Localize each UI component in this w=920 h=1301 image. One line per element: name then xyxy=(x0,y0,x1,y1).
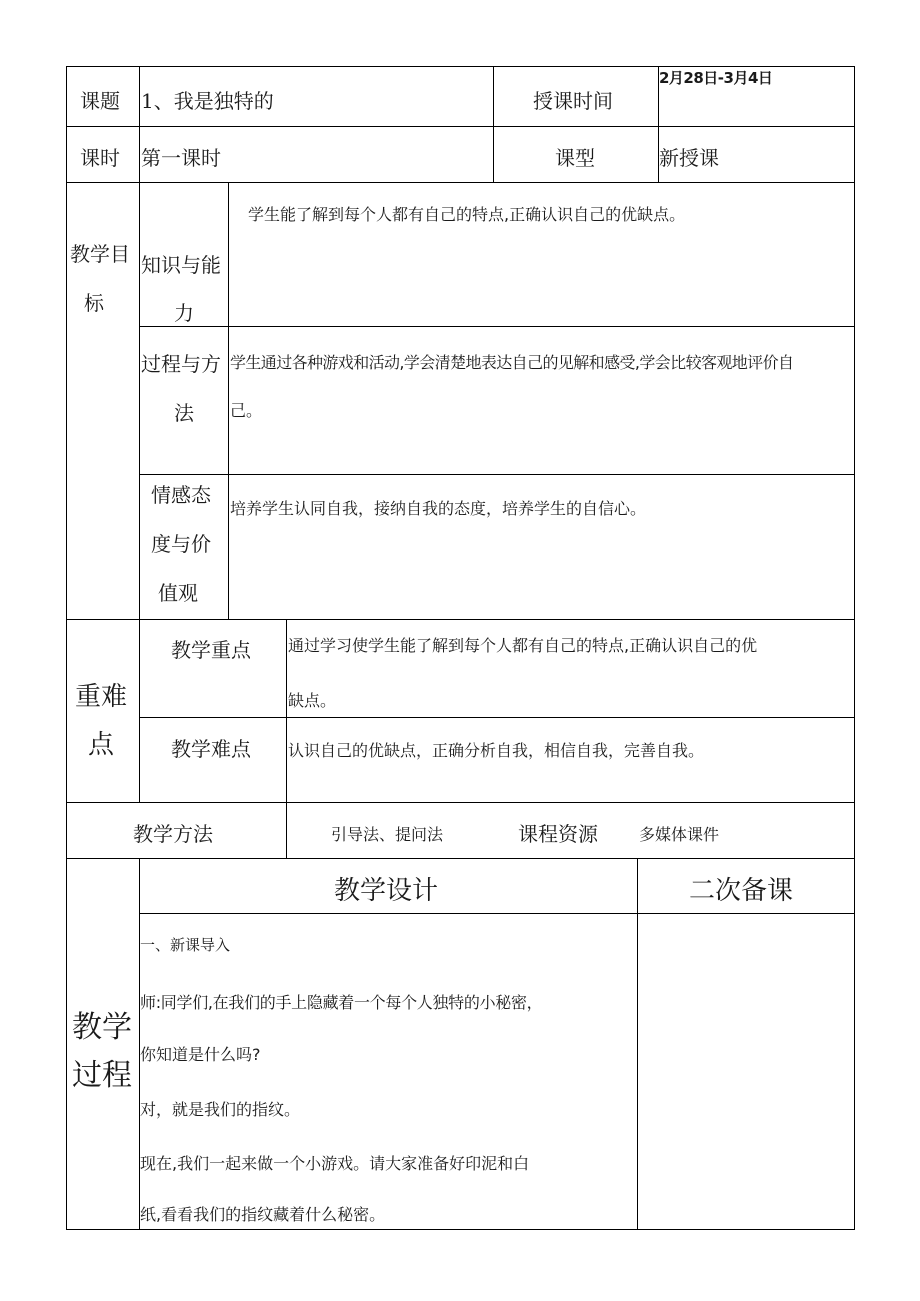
focus-label: 教学重点 xyxy=(171,638,251,662)
design-line: 师:同学们,在我们的手上隐藏着一个每个人独特的小秘密， xyxy=(140,993,543,1012)
col-divider-label xyxy=(139,66,140,183)
knowledge-text: 学生能了解到每个人都有自己的特点,正确认识自己的优缺点。 xyxy=(248,205,686,224)
keypoints-label-line2: 点 xyxy=(88,730,115,760)
row-divider-process xyxy=(139,474,855,475)
prep-header: 二次备课 xyxy=(689,876,794,906)
type-value: 新授课 xyxy=(659,146,719,170)
difficulty-text: 认识自己的优缺点，正确分析自我，相信自我，完善自我。 xyxy=(288,741,705,760)
row-divider-keypoints xyxy=(66,802,855,803)
process-label-line2: 法 xyxy=(174,401,194,425)
process-text-line2: 己。 xyxy=(230,401,263,420)
row-divider-methods xyxy=(66,858,855,859)
keypoints-label-line1: 重难 xyxy=(75,682,128,712)
design-line: 一、新课导入 xyxy=(140,936,231,954)
row-divider-focus xyxy=(139,717,855,718)
table-border-bottom xyxy=(66,1229,855,1230)
row-divider-design-header xyxy=(139,913,855,914)
table-border-left xyxy=(66,66,67,1230)
period-value: 第一课时 xyxy=(141,146,221,170)
difficulty-label: 教学难点 xyxy=(171,737,251,761)
objectives-label-line1: 教学目 xyxy=(70,242,130,266)
col-divider-methods xyxy=(286,802,287,859)
design-line: 纸,看看我们的指纹藏着什么秘密。 xyxy=(140,1205,386,1224)
col-divider-prep xyxy=(637,858,638,1230)
process-label-line1: 过程与方 xyxy=(141,352,221,376)
col-divider-objectives-sub xyxy=(228,182,229,620)
resource-label: 课程资源 xyxy=(518,822,598,846)
design-line: 对，就是我们的指纹。 xyxy=(140,1100,301,1119)
knowledge-label-line1: 知识与能 xyxy=(141,253,221,277)
focus-text-line2: 缺点。 xyxy=(288,691,337,710)
row-divider-objectives xyxy=(66,619,855,620)
row-divider-topic xyxy=(66,126,855,127)
methods-label: 教学方法 xyxy=(133,822,213,846)
col-divider-label-objectives xyxy=(139,182,140,620)
process-section-label-line1: 教学 xyxy=(72,1010,132,1045)
col-divider-keypoints-sub xyxy=(286,619,287,803)
topic-label: 课题 xyxy=(80,89,120,113)
emotion-label-line2: 度与价 xyxy=(151,532,211,556)
methods-value: 引导法、提问法 xyxy=(331,825,444,844)
type-label: 课型 xyxy=(555,146,595,170)
time-label: 授课时间 xyxy=(533,89,613,113)
design-line: 现在,我们一起来做一个小游戏。请大家准备好印泥和白 xyxy=(140,1154,530,1173)
topic-value: 1、我是独特的 xyxy=(141,89,274,113)
time-value: 2月28日-3月4日 xyxy=(659,69,773,87)
resource-value: 多媒体课件 xyxy=(639,825,720,844)
process-section-label-line2: 过程 xyxy=(72,1058,132,1093)
emotion-label-line1: 情感态 xyxy=(151,483,211,507)
focus-text-line1: 通过学习使学生能了解到每个人都有自己的特点,正确认识自己的优 xyxy=(288,636,758,655)
period-label: 课时 xyxy=(80,146,120,170)
design-header: 教学设计 xyxy=(334,876,439,906)
design-line: 你知道是什么吗? xyxy=(140,1045,261,1064)
col-divider-header-mid xyxy=(493,66,494,183)
row-divider-knowledge xyxy=(139,326,855,327)
col-divider-keypoints-label xyxy=(139,619,140,803)
emotion-label-line3: 值观 xyxy=(158,581,198,605)
knowledge-label-line2: 力 xyxy=(174,301,194,325)
objectives-label-line2: 标 xyxy=(84,291,104,315)
row-divider-period xyxy=(66,182,855,183)
emotion-text: 培养学生认同自我，接纳自我的态度，培养学生的自信心。 xyxy=(230,499,647,518)
process-text-line1: 学生通过各种游戏和活动,学会清楚地表达自己的见解和感受,学会比较客观地评价自 xyxy=(230,353,794,372)
table-border-right xyxy=(854,66,855,1230)
